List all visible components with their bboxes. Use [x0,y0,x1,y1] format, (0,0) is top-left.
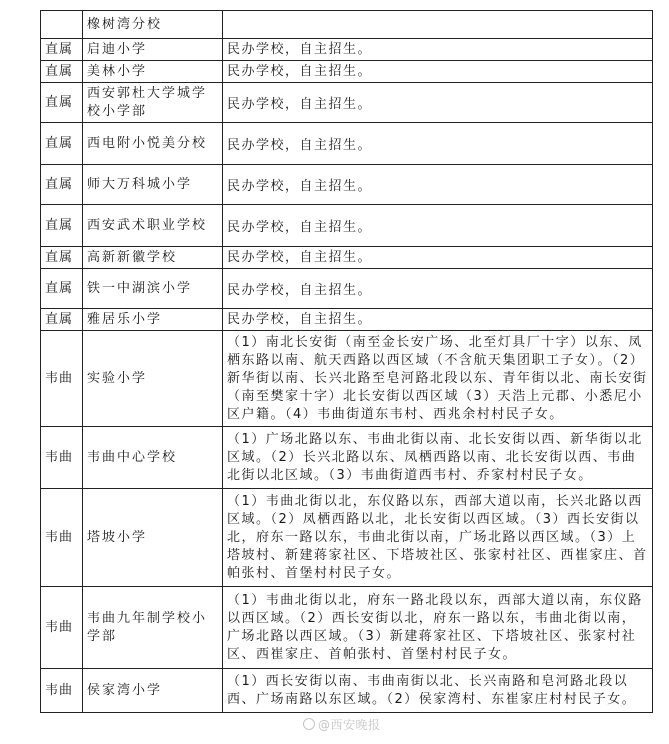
district-cell: 直属 [41,309,83,331]
district-cell: 直属 [41,205,83,247]
table-row [41,83,653,123]
school-name-cell: 高新新徽学校 [83,247,223,269]
school-name-cell: 实验小学 [83,331,223,427]
enrollment-area-cell: 民办学校，自主招生。 [223,83,653,123]
school-name-cell: 师大万科城小学 [83,165,223,205]
weibo-logo-icon [303,718,315,730]
district-cell: 直属 [41,247,83,269]
enrollment-area-cell: （1）韦曲北街以北，东仪路以东，西部大道以南，长兴北路以西区域。（2）凤栖西路以北，北长安街以西区域。（3）西长安街以北，府东一路以东，韦曲北街以南，广场北路以西区域。（3）上塔坡村、新建蒋家社区、下塔坡社区、张家村社区、西崔家庄、首帕张村、首堡村村民子女。 [223,489,653,587]
school-name-cell: 西安武术职业学校 [83,205,223,247]
school-name-cell: 西电附小悦美分校 [83,123,223,165]
table-row [41,269,653,309]
district-cell: 韦曲 [41,669,83,713]
enrollment-area-cell: 民办学校，自主招生。 [223,309,653,331]
enrollment-area-cell: （1）韦曲北街以北，府东一路北段以东，西部大道以南，东仪路以西区域。（2）西长安街以北，府东一路以东，韦曲北街以南，广场北路以西区域。（3）新建蒋家社区、下塔坡社区、张家村社区、西崔家庄、首帕张村、首堡村村民子女。 [223,587,653,669]
table-row [41,331,653,427]
enrollment-area-cell: 民办学校，自主招生。 [223,123,653,165]
enrollment-area-cell: 民办学校，自主招生。 [223,39,653,61]
table-row [41,587,653,669]
school-enrollment-table [40,10,653,713]
enrollment-area-cell: （1）南北长安街（南至金长安广场、北至灯具厂十字）以东、凤栖东路以南、航天西路以西区域（不含航天集团职工子女）。（2）新华街以南、长兴北路至皂河路北段以东、青年街以北、南长安街（南至樊家十字）北长安街以西区域（3）天浩上元郡、小悉尼小区户籍。（4）韦曲街道东韦村、西兆余村村民子女。 [223,331,653,427]
district-cell: 直属 [41,61,83,83]
table-row [41,309,653,331]
school-name-cell: 美林小学 [83,61,223,83]
enrollment-area-cell: 民办学校，自主招生。 [223,269,653,309]
district-cell: 韦曲 [41,331,83,427]
district-cell: 韦曲 [41,489,83,587]
school-name-cell: 韦曲九年制学校小学部 [83,587,223,669]
district-cell: 韦曲 [41,427,83,489]
district-cell: 直属 [41,83,83,123]
table-row [41,427,653,489]
enrollment-area-cell: 民办学校，自主招生。 [223,165,653,205]
watermark-text: @西安晚报 [318,718,381,732]
enrollment-area-cell: 民办学校，自主招生。 [223,61,653,83]
table-row [41,247,653,269]
district-cell: 韦曲 [41,587,83,669]
enrollment-area-cell: （1）西长安街以南、韦曲南街以北、长兴南路和皂河路北段以西、广场南路以东区域。（2）侯家湾村、东崔家庄村村民子女。 [223,669,653,713]
table-row [41,123,653,165]
table-row [41,205,653,247]
school-name-cell: 雅居乐小学 [83,309,223,331]
district-cell: 直属 [41,269,83,309]
table-row [41,61,653,83]
table-row [41,165,653,205]
school-name-cell: 侯家湾小学 [83,669,223,713]
school-name-cell: 西安郭杜大学城学校小学部 [83,83,223,123]
table-row [41,669,653,713]
school-name-cell: 橡树湾分校 [83,11,223,39]
table-row [41,11,653,39]
enrollment-area-cell [223,11,653,39]
enrollment-area-cell: 民办学校，自主招生。 [223,247,653,269]
school-name-cell: 塔坡小学 [83,489,223,587]
district-cell [41,11,83,39]
table-row [41,39,653,61]
enrollment-area-cell: 民办学校，自主招生。 [223,205,653,247]
school-name-cell: 启迪小学 [83,39,223,61]
district-cell: 直属 [41,123,83,165]
watermark [303,716,381,733]
district-cell: 直属 [41,165,83,205]
table-row [41,489,653,587]
school-name-cell: 韦曲中心学校 [83,427,223,489]
enrollment-area-cell: （1）广场北路以东、韦曲北街以南、北长安街以西、新华街以北区域。（2）长兴北路以东、凤栖西路以南、北长安街以西、韦曲北街以北区域。（3）韦曲街道西韦村、乔家村村民子女。 [223,427,653,489]
district-cell: 直属 [41,39,83,61]
school-name-cell: 铁一中湖滨小学 [83,269,223,309]
